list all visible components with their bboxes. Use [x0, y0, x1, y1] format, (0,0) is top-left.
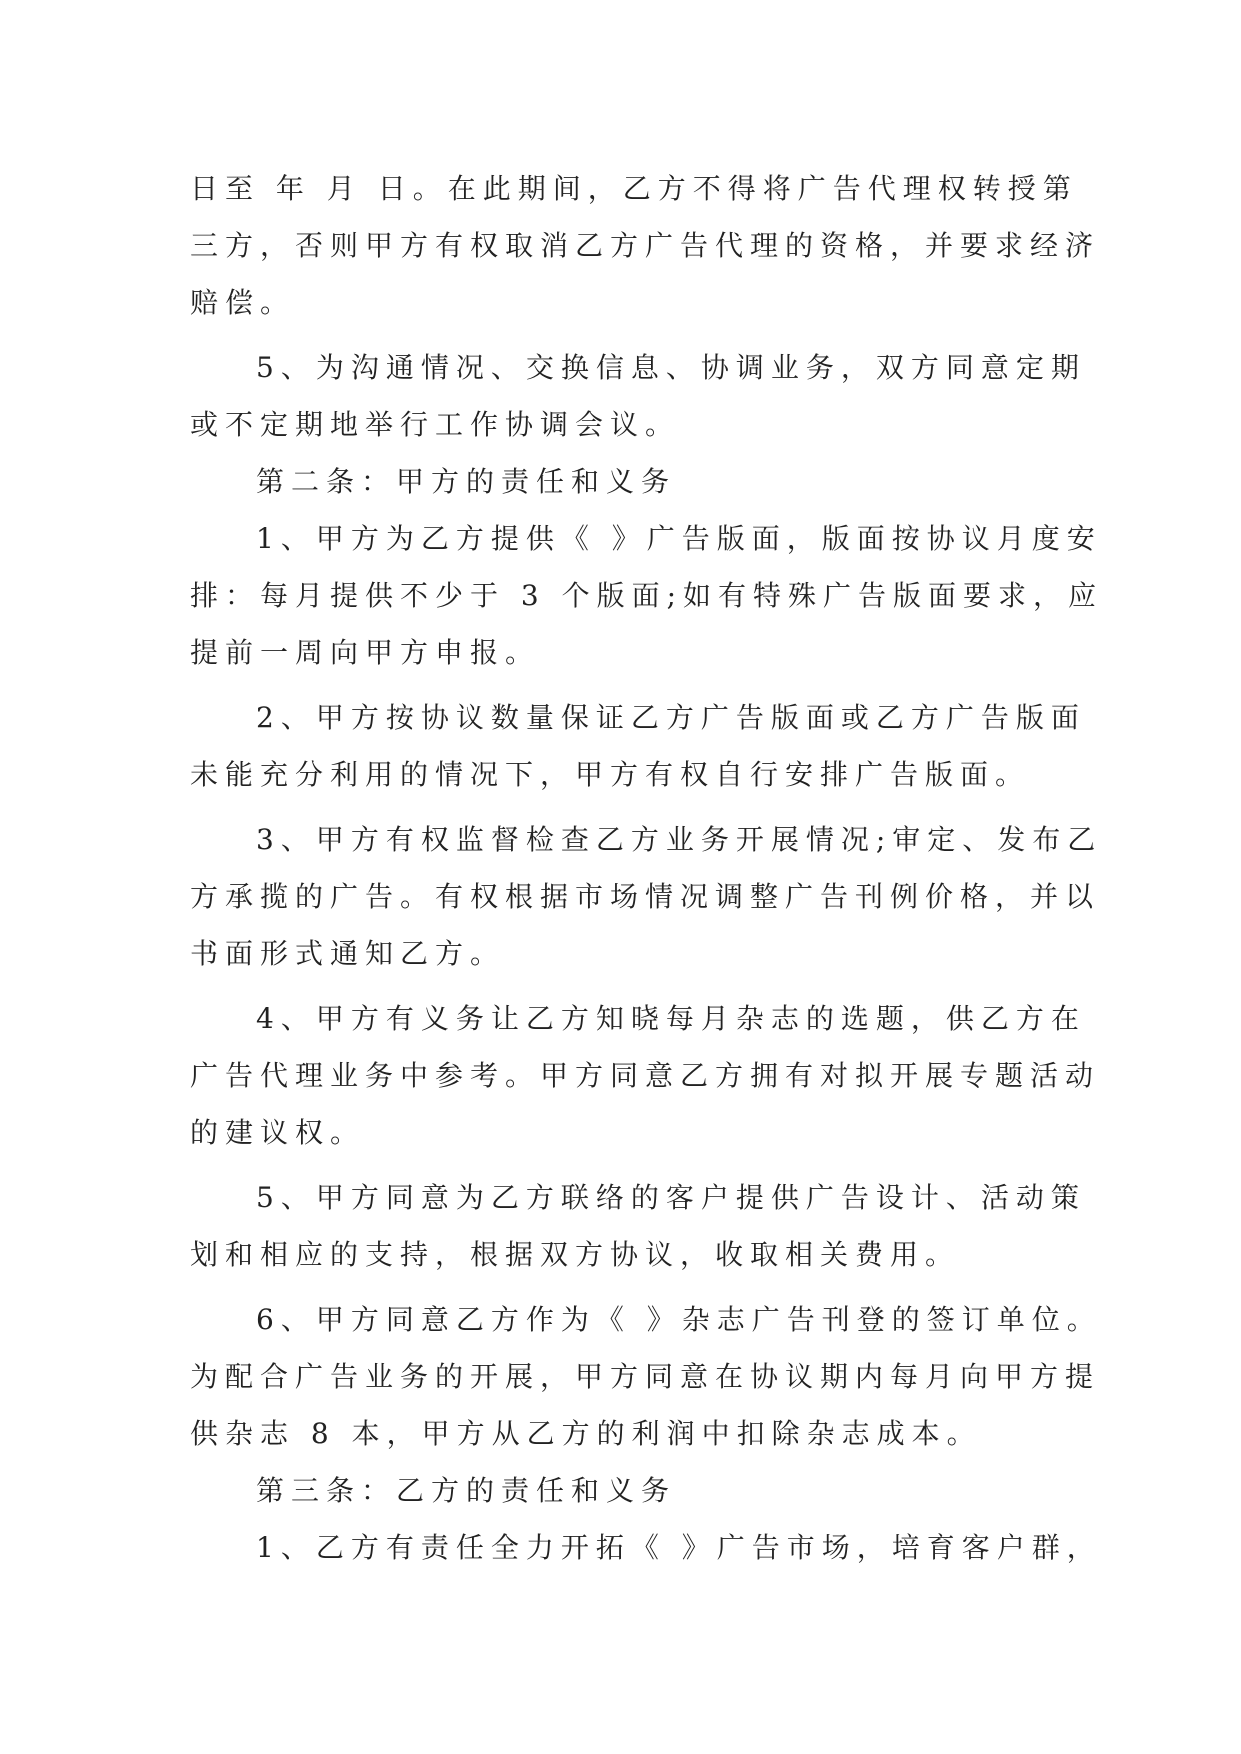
text-line: 三方，否则甲方有权取消乙方广告代理的资格，并要求经济 [190, 229, 1101, 262]
text-line: 广告代理业务中参考。甲方同意乙方拥有对拟开展专题活动 [190, 1059, 1101, 1092]
text-line: 赔偿。 [190, 286, 296, 319]
text-line: 1、甲方为乙方提供《 》广告版面，版面按协议月度安 [256, 522, 1102, 555]
text-line: 排：每月提供不少于 3 个版面;如有特殊广告版面要求，应 [190, 579, 1104, 612]
text-line: 提前一周向甲方申报。 [190, 636, 541, 669]
text-line: 供杂志 8 本，甲方从乙方的利润中扣除杂志成本。 [190, 1417, 982, 1450]
text-line: 第二条：甲方的责任和义务 [256, 465, 677, 498]
text-line: 日至 年 月 日。在此期间，乙方不得将广告代理权转授第 [190, 172, 1078, 205]
text-line: 的建议权。 [190, 1116, 366, 1149]
text-line: 6、甲方同意乙方作为《 》杂志广告刊登的签订单位。 [256, 1303, 1102, 1336]
document-body [190, 160, 1104, 1576]
text-line: 5、甲方同意为乙方联络的客户提供广告设计、活动策 [256, 1181, 1086, 1214]
text-line: 第三条：乙方的责任和义务 [256, 1474, 677, 1507]
text-line: 为配合广告业务的开展，甲方同意在协议期内每月向甲方提 [190, 1360, 1101, 1393]
text-line: 方承揽的广告。有权根据市场情况调整广告刊例价格，并以 [190, 880, 1101, 913]
text-line: 3、甲方有权监督检查乙方业务开展情况;审定、发布乙 [256, 823, 1103, 856]
text-line: 书面形式通知乙方。 [190, 937, 506, 970]
text-line: 或不定期地举行工作协调会议。 [190, 408, 681, 441]
text-line: 划和相应的支持，根据双方协议，收取相关费用。 [190, 1238, 961, 1271]
text-line: 1、乙方有责任全力开拓《 》广告市场，培育客户群， [256, 1531, 1102, 1564]
text-line: 未能充分利用的情况下，甲方有权自行安排广告版面。 [190, 758, 1031, 791]
text-line: 4、甲方有义务让乙方知晓每月杂志的选题，供乙方在 [256, 1002, 1086, 1035]
text-line: 5、为沟通情况、交换信息、协调业务，双方同意定期 [256, 351, 1086, 384]
text-line: 2、甲方按协议数量保证乙方广告版面或乙方广告版面 [256, 701, 1086, 734]
